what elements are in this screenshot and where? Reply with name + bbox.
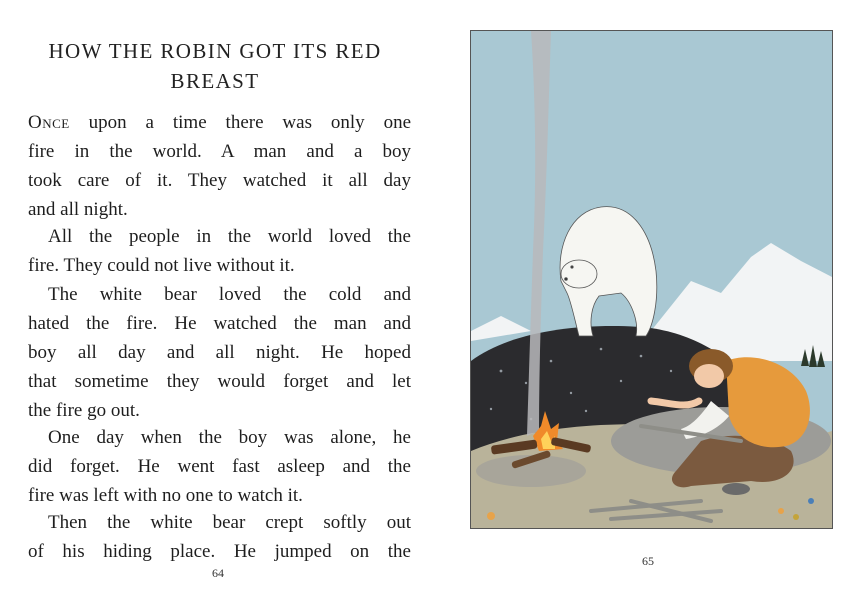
text-line: fire. They could not live without it. xyxy=(28,255,295,276)
dropcap-word: Once xyxy=(28,112,70,133)
text-line: and all night. xyxy=(28,199,128,220)
paragraph-3 xyxy=(28,280,411,425)
text-line: fire in the world. A man and a boy xyxy=(28,141,411,162)
paragraph-1 xyxy=(28,108,411,224)
paragraph-2 xyxy=(28,222,411,280)
text-line: The white bear loved the cold and xyxy=(48,284,411,305)
text-line: hated the fire. He watched the man and xyxy=(28,313,411,334)
text-line: did forget. He went fast asleep and the xyxy=(28,456,411,477)
paragraph-4 xyxy=(28,423,411,510)
text-line: Once upon a time there was only one xyxy=(28,112,411,133)
paragraph-5 xyxy=(28,508,411,566)
text-line: of his hiding place. He jumped on the xyxy=(28,541,411,562)
text-line: that sometime they would forget and let xyxy=(28,371,411,392)
illustration-image xyxy=(471,31,832,528)
text-line: boy all day and all night. He hoped xyxy=(28,342,411,363)
page-number-left: 64 xyxy=(212,566,224,580)
text-line: One day when the boy was alone, he xyxy=(48,427,411,448)
right-page xyxy=(430,0,842,594)
text-line: fire was left with no one to watch it. xyxy=(28,485,303,506)
title-line-1: HOW THE ROBIN GOT ITS RED xyxy=(48,39,382,63)
text-line: the fire go out. xyxy=(28,400,140,421)
story-illustration xyxy=(470,30,833,529)
story-title xyxy=(22,36,408,96)
title-line-2: BREAST xyxy=(170,69,260,93)
text-line: All the people in the world loved the xyxy=(48,226,411,247)
text-line: Then the white bear crept softly out xyxy=(48,512,411,533)
text-line: took care of it. They watched it all day xyxy=(28,170,411,191)
page-number-right: 65 xyxy=(642,554,654,568)
